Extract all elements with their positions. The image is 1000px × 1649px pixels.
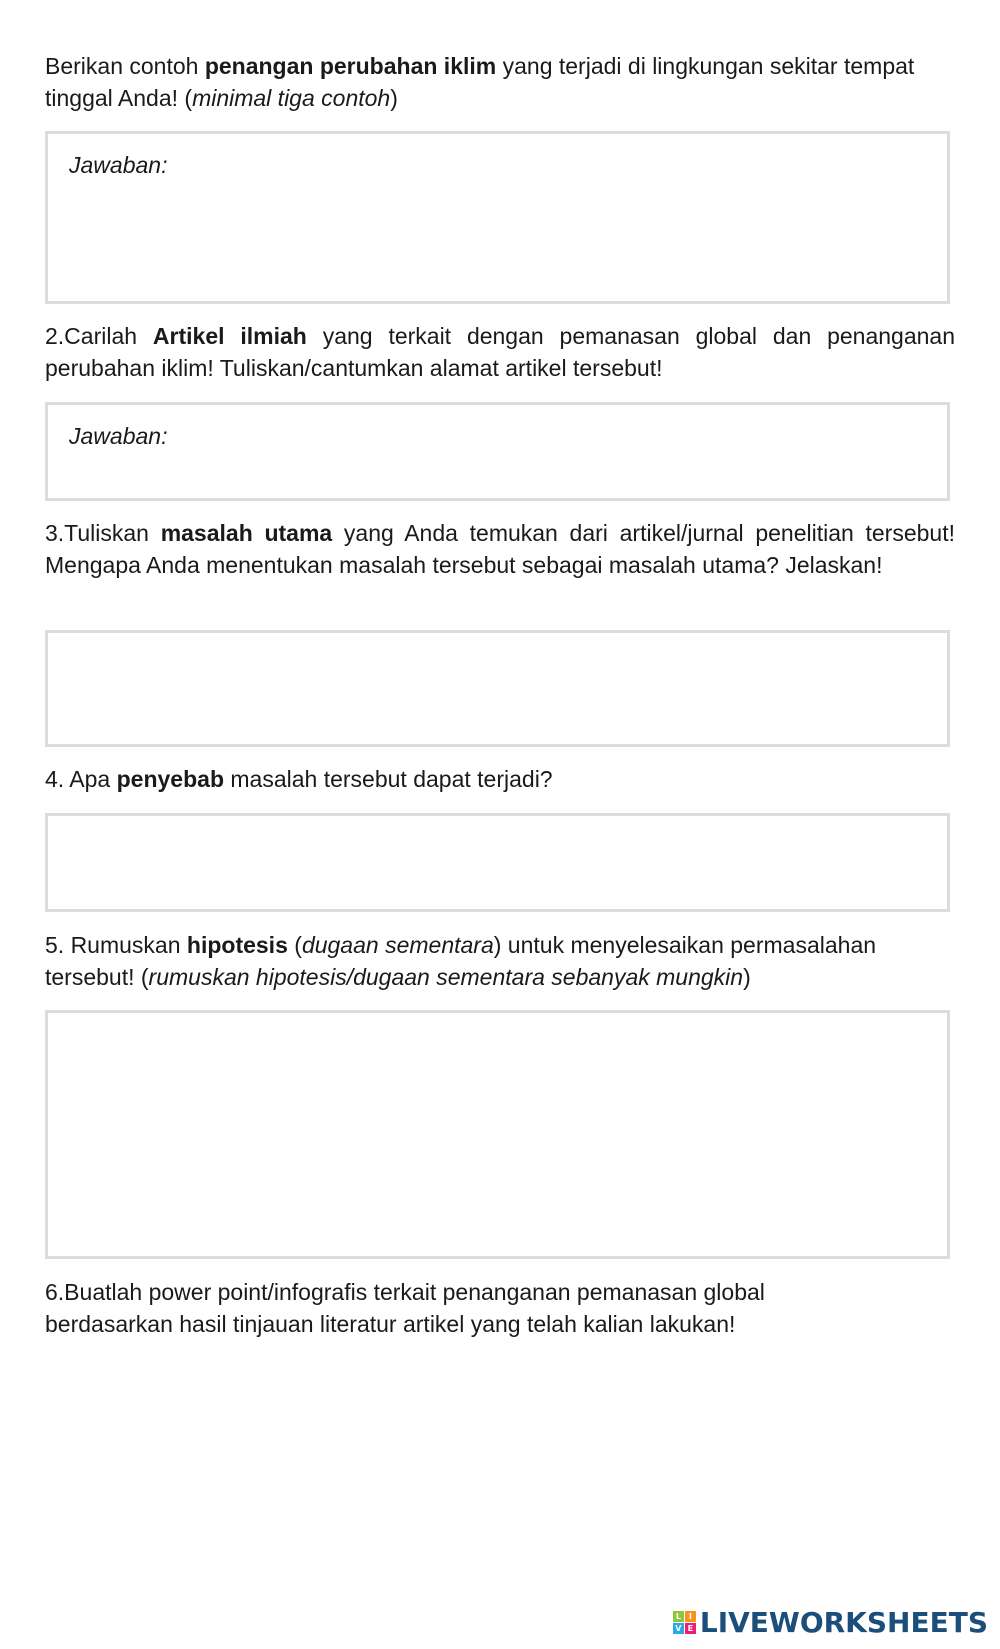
logo-text: LIVEWORKSHEETS <box>699 1605 988 1639</box>
text-run: penyebab <box>116 766 224 792</box>
text-run: yang terkait dengan pemanasan global dan penanganan perubahan iklim! Tuliskan/cantumkan alamat artikel tersebut! <box>45 323 956 381</box>
answer-box-1-label: Jawaban: <box>69 152 168 178</box>
answer-box-4[interactable] <box>45 813 950 912</box>
text-run: masalah tersebut dapat terjadi? <box>224 766 553 792</box>
text-run: 5. Rumuskan <box>45 932 187 958</box>
text-run: minimal tiga contoh <box>192 85 391 111</box>
answer-box-5[interactable] <box>45 1010 950 1259</box>
logo-square-i: I <box>685 1611 696 1622</box>
answer-box-1[interactable] <box>45 131 950 304</box>
text-run: Berikan contoh <box>45 53 205 79</box>
text-run: yang terjadi di lingkungan sekitar tempat tinggal Anda! ( <box>45 53 915 111</box>
question-6-text <box>45 1276 845 1340</box>
text-run: 6.Buatlah power point/infografis terkait penanganan pemanasan global berdasarkan hasil tinjauan literatur artikel yang telah kalian lakukan! <box>45 1279 765 1337</box>
text-run: 4. Apa <box>45 766 117 792</box>
logo-square-v: V <box>673 1623 684 1634</box>
question-1-text <box>45 50 955 114</box>
text-run: dugaan sementara <box>301 932 494 958</box>
text-run: penangan perubahan iklim <box>204 53 497 79</box>
answer-box-3[interactable] <box>45 630 950 747</box>
logo-squares-icon <box>673 1611 696 1634</box>
text-run: hipotesis <box>186 932 288 958</box>
question-3-text <box>45 517 955 581</box>
text-run: yang Anda temukan dari artikel/jurnal penelitian tersebut! Mengapa Anda menentukan masalah tersebut sebagai masalah utama? Jelaskan! <box>45 520 955 578</box>
logo-square-e: E <box>685 1623 696 1634</box>
text-run: 2.Carilah <box>45 323 153 349</box>
question-2-text <box>45 320 955 384</box>
text-run: ) untuk menyelesaikan permasalahan tersebut! ( <box>45 932 877 990</box>
logo-square-l: L <box>673 1611 684 1622</box>
question-5-text <box>45 929 945 993</box>
liveworksheets-logo <box>673 1605 988 1639</box>
answer-box-2[interactable] <box>45 402 950 501</box>
text-run: masalah utama <box>160 520 333 546</box>
text-run: ) <box>390 85 398 111</box>
text-run: Artikel ilmiah <box>152 323 307 349</box>
question-4-text <box>45 763 955 795</box>
text-run: 3.Tuliskan <box>45 520 161 546</box>
text-run: ) <box>743 964 751 990</box>
text-run: ( <box>287 932 302 958</box>
answer-box-2-label: Jawaban: <box>69 423 168 449</box>
text-run: rumuskan hipotesis/dugaan sementara sebanyak mungkin <box>148 964 744 990</box>
